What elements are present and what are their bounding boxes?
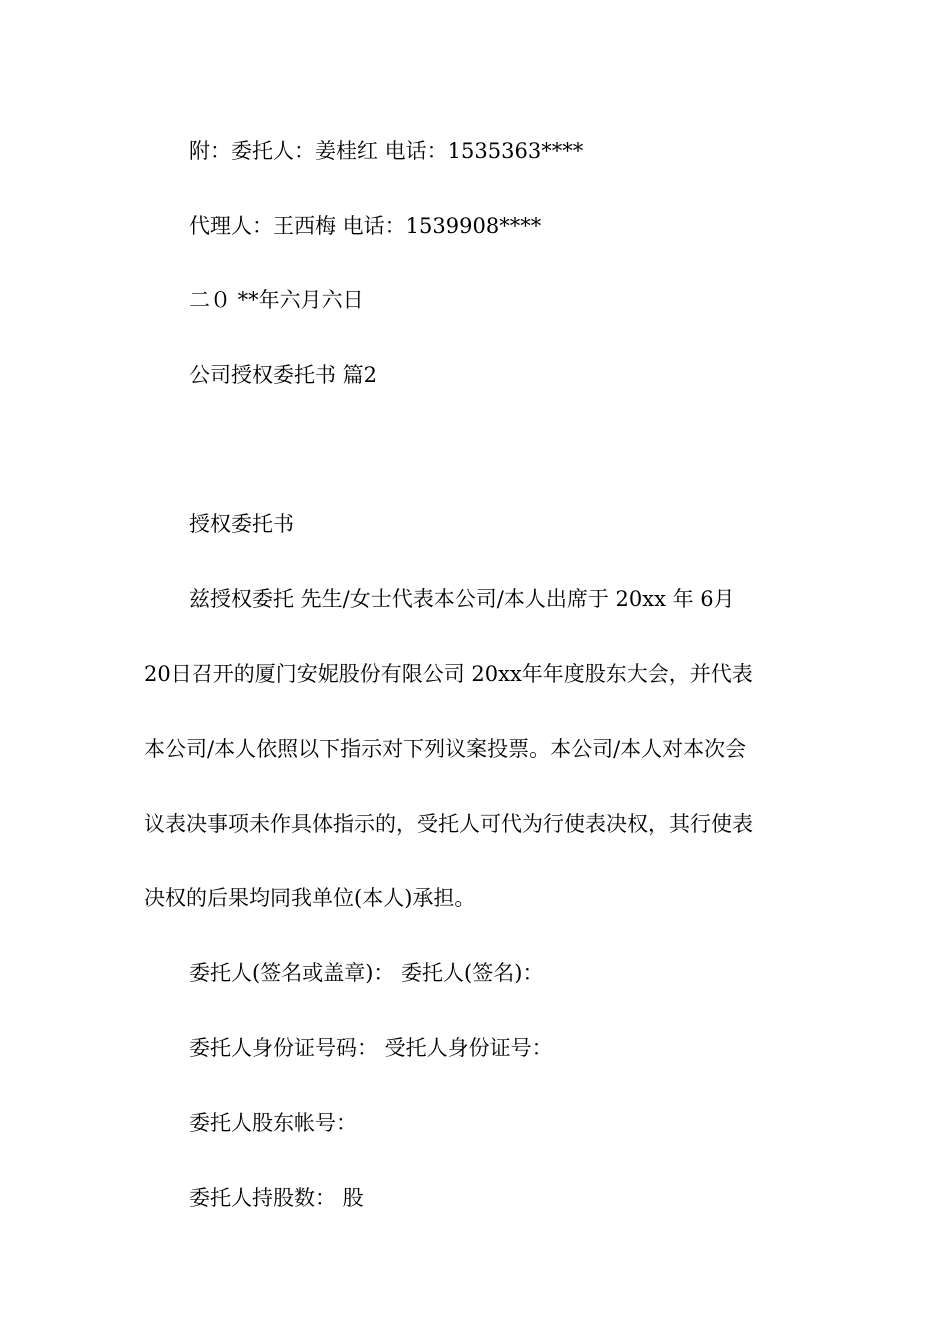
document-title: 授权委托书 bbox=[189, 512, 294, 536]
shareholder-account-field-line: 委托人股东帐号： bbox=[189, 1111, 357, 1135]
body-paragraph-line: 本公司/本人依照以下指示对下列议案投票。本公司/本人对本次会 bbox=[144, 737, 747, 761]
body-paragraph-line: 决权的后果均同我单位(本人)承担。 bbox=[144, 886, 476, 910]
body-paragraph-line: 20日召开的厦门安妮股份有限公司 20xx年年度股东大会，并代表 bbox=[144, 662, 753, 686]
body-paragraph-line: 议表决事项未作具体指示的，受托人可代为行使表决权，其行使表 bbox=[144, 812, 753, 836]
section-heading: 公司授权委托书 篇2 bbox=[189, 363, 378, 387]
id-number-field-line: 委托人身份证号码： 受托人身份证号： bbox=[189, 1036, 553, 1060]
attachment-principal-line: 附：委托人：姜桂红 电话：1535363**** bbox=[189, 139, 584, 163]
signature-field-line: 委托人(签名或盖章)： 委托人(签名)： bbox=[189, 961, 544, 985]
agent-line: 代理人：王西梅 电话：1539908**** bbox=[189, 214, 542, 238]
body-paragraph-line: 兹授权委托 先生/女士代表本公司/本人出席于 20xx 年 6月 bbox=[189, 587, 735, 611]
date-line: 二０ **年六月六日 bbox=[189, 288, 364, 312]
shareholding-field-line: 委托人持股数： 股 bbox=[189, 1186, 364, 1210]
